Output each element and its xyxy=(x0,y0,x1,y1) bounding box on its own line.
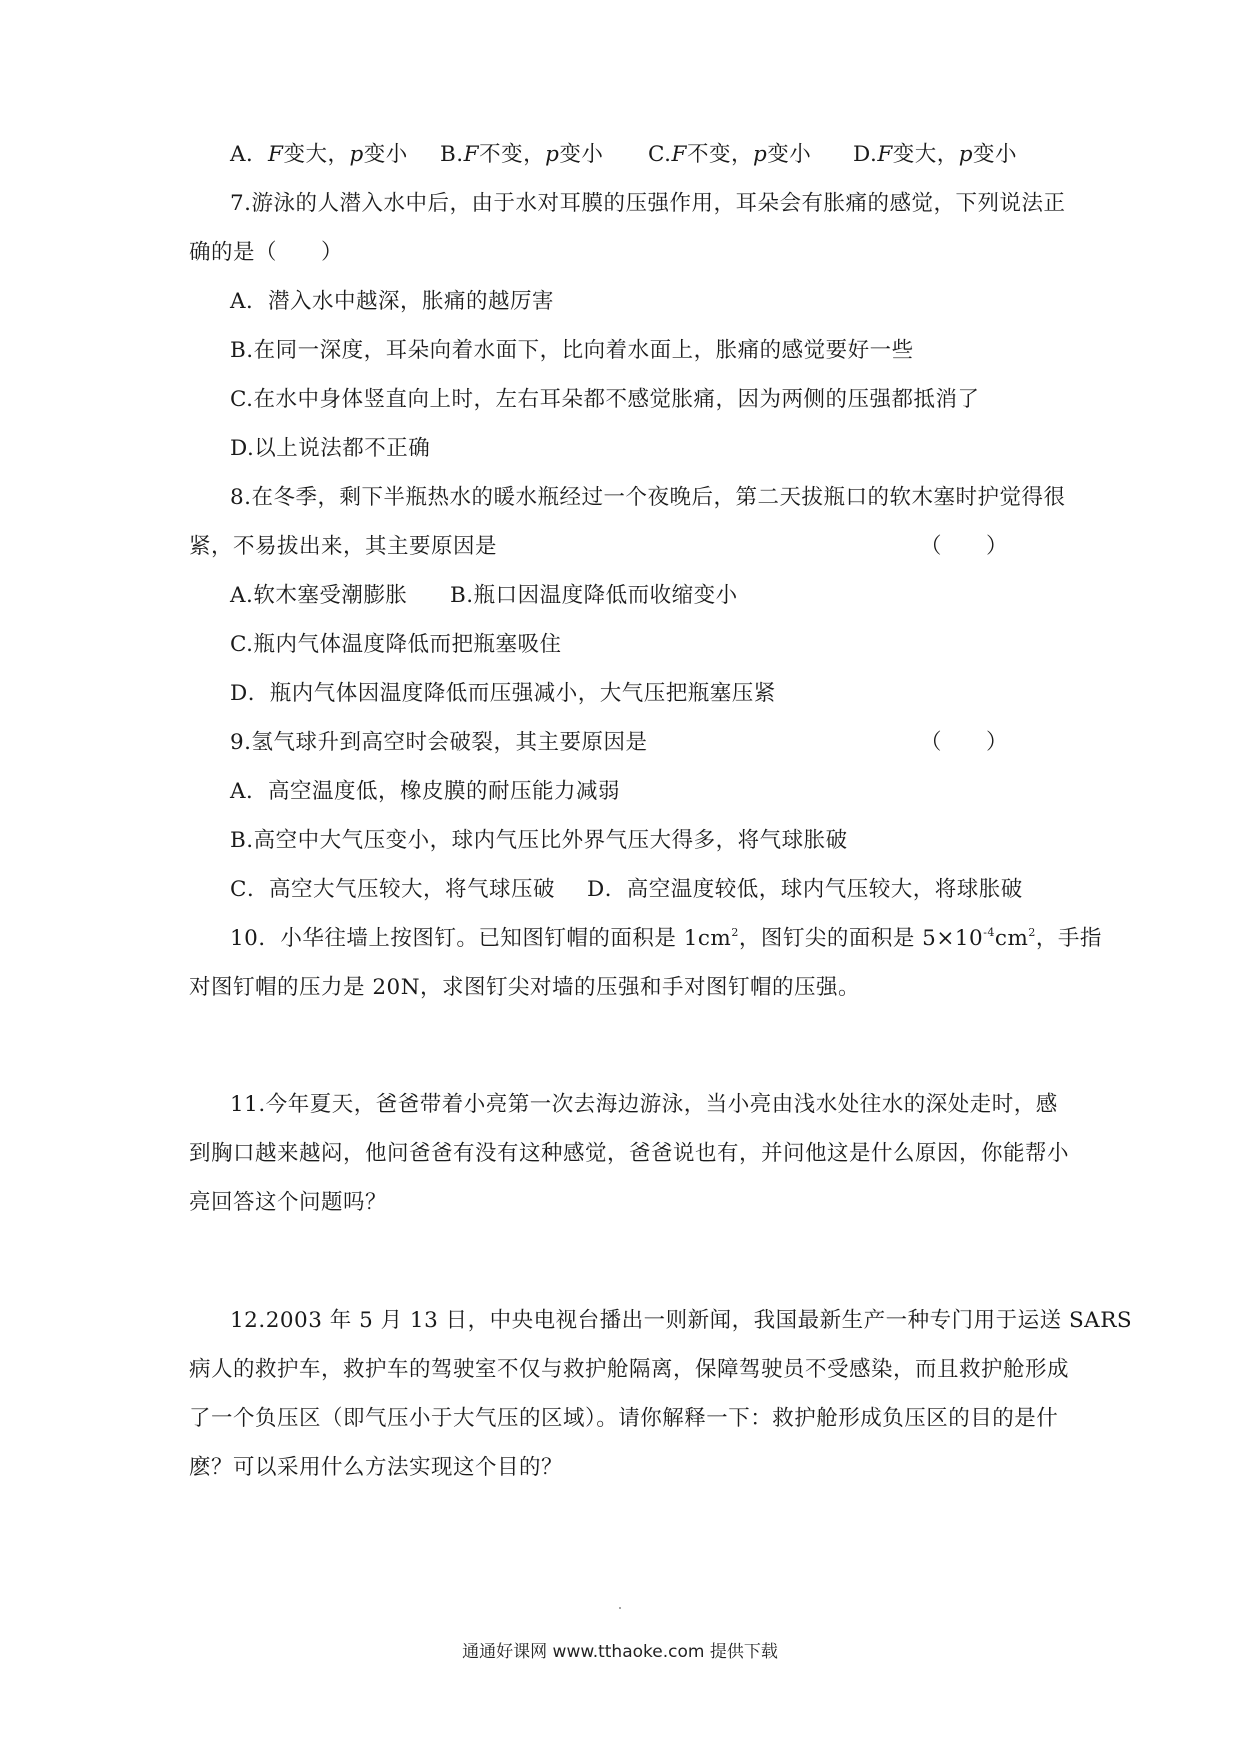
q10-stem-line-1 xyxy=(230,924,1102,954)
q12-line-2: 病人的救护车，救护车的驾驶室不仅与救护舱隔离，保障驾驶员不受感染，而且救护舱形成 xyxy=(189,1357,1070,1382)
q10-text: 10．小华往墙上按图钉。已知图钉帽的面积是 1cm xyxy=(230,926,732,951)
q7-option-c: C.在水中身体竖直向上时，左右耳朵都不感觉胀痛，因为两侧的压强都抵消了 xyxy=(230,387,980,412)
variable-p: p xyxy=(958,142,974,167)
q8-stem-line-1: 8.在冬季，剩下半瓶热水的暖水瓶经过一个夜晚后，第二天拔瓶口的软木塞时护觉得很 xyxy=(230,485,1066,510)
variable-f: F xyxy=(877,142,893,167)
option-prefix: B. xyxy=(440,142,464,167)
variable-f: F xyxy=(463,142,480,167)
variable-f: F xyxy=(671,142,687,167)
option-text: 不变， xyxy=(479,142,546,167)
q6-option-c xyxy=(648,140,811,170)
q8-option-c: C.瓶内气体温度降低而把瓶塞吸住 xyxy=(230,632,562,657)
page-dot-mark xyxy=(619,1607,621,1609)
superscript: 2 xyxy=(731,926,739,939)
option-text: 变小 xyxy=(559,142,604,167)
q9-option-b: B.高空中大气压变小，球内气压比外界气压大得多，将气球胀破 xyxy=(230,828,848,853)
q12-line-4: 麽？可以采用什么方法实现这个目的？ xyxy=(189,1455,564,1480)
option-text: 不变， xyxy=(686,142,753,167)
option-prefix: C. xyxy=(648,142,672,167)
q7-option-b: B.在同一深度，耳朵向着水面下，比向着水面上，胀痛的感觉要好一些 xyxy=(230,338,914,363)
option-text: 变大， xyxy=(892,142,959,167)
q12-line-1: 12.2003 年 5 月 13 日，中央电视台播出一则新闻，我国最新生产一种专门用于运送 SARS xyxy=(230,1308,1133,1333)
q7-stem-line-2: 确的是（ ） xyxy=(189,240,344,265)
q7-option-a: A．潜入水中越深，胀痛的越厉害 xyxy=(230,289,555,314)
q9-answer-bracket: （ ） xyxy=(920,730,1009,755)
variable-p: p xyxy=(545,142,560,167)
q9-option-c: C．高空大气压较大，将气球压破 xyxy=(230,877,555,902)
q6-option-a xyxy=(230,140,408,170)
q11-line-2: 到胸口越来越闷，他问爸爸有没有这种感觉，爸爸说也有，并问他这是什么原因，你能帮小 xyxy=(189,1141,1070,1166)
option-text: 变小 xyxy=(973,142,1018,167)
q9-option-d: D．高空温度较低，球内气压较大，将球胀破 xyxy=(587,877,1023,902)
option-prefix: A． xyxy=(230,142,269,167)
option-text: 变小 xyxy=(363,142,408,167)
q11-line-1: 11.今年夏天，爸爸带着小亮第一次去海边游泳，当小亮由浅水处往水的深处走时，感 xyxy=(230,1092,1058,1117)
q6-option-d xyxy=(853,140,1017,170)
option-prefix: D. xyxy=(853,142,878,167)
q7-stem-line-1: 7.游泳的人潜入水中后，由于水对耳膜的压强作用，耳朵会有胀痛的感觉，下列说法正 xyxy=(230,191,1066,216)
footer-source-text: 通通好课网 www.tthaoke.com 提供下载 xyxy=(462,1642,778,1662)
q12-line-3: 了一个负压区（即气压小于大气压的区域）。请你解释一下：救护舱形成负压区的目的是什 xyxy=(189,1406,1059,1431)
q11-line-3: 亮回答这个问题吗？ xyxy=(189,1190,388,1215)
superscript: 2 xyxy=(1028,926,1036,939)
q7-option-d: D.以上说法都不正确 xyxy=(230,436,431,461)
variable-p: p xyxy=(349,142,364,167)
variable-f: F xyxy=(268,142,284,167)
option-text: 变小 xyxy=(767,142,812,167)
superscript: -4 xyxy=(983,926,995,939)
q9-option-a: A．高空温度低，橡皮膜的耐压能力减弱 xyxy=(230,779,621,804)
q8-option-a: A.软木塞受潮膨胀 xyxy=(230,583,408,608)
q8-option-d: D．瓶内气体因温度降低而压强减小，大气压把瓶塞压紧 xyxy=(230,681,776,706)
q10-text: ，手指 xyxy=(1035,926,1102,951)
option-text: 变大， xyxy=(283,142,350,167)
q9-stem: 9.氢气球升到高空时会破裂，其主要原因是 xyxy=(230,730,648,755)
q10-text: cm xyxy=(994,926,1029,951)
q8-option-b: B.瓶口因温度降低而收缩变小 xyxy=(450,583,738,608)
variable-p: p xyxy=(752,142,768,167)
q10-stem-line-2: 对图钉帽的压力是 20N，求图钉尖对墙的压强和手对图钉帽的压强。 xyxy=(189,975,861,1000)
q8-answer-bracket: （ ） xyxy=(920,534,1009,559)
q8-stem-line-2: 紧，不易拔出来，其主要原因是 xyxy=(189,534,498,559)
q6-option-b xyxy=(440,140,603,170)
q10-text: ，图钉尖的面积是 5×10 xyxy=(738,926,984,951)
